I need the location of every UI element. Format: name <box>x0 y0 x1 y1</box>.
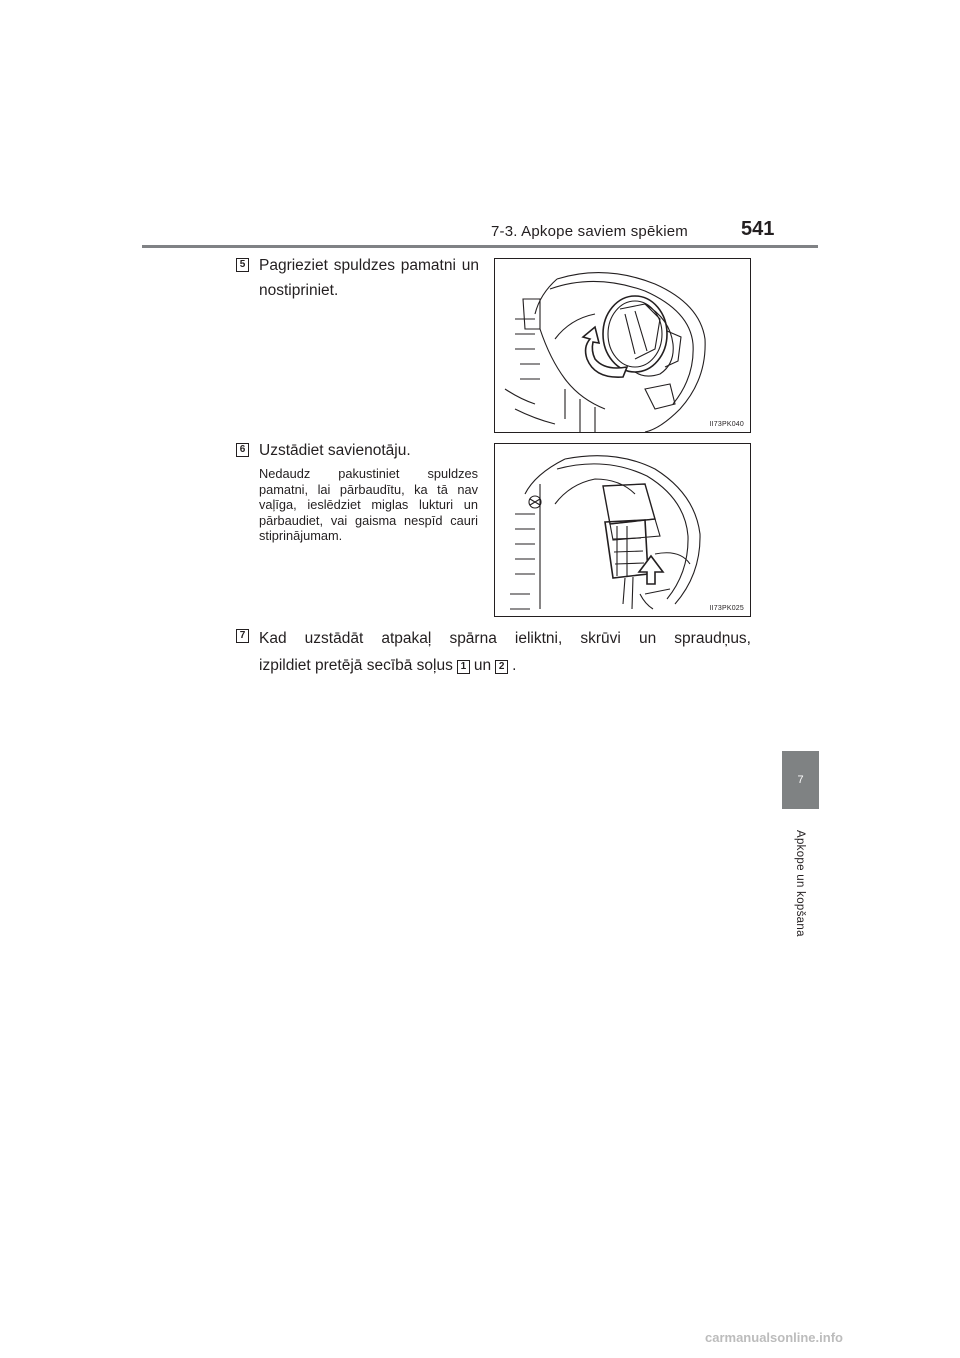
step-ref-2[interactable]: 2 <box>495 660 508 674</box>
step-7-text-line1: Kad uzstādāt atpakaļ spārna ieliktni, skrūvi un spraudņus, <box>259 630 751 647</box>
figure-bulb-base <box>494 258 751 433</box>
bulb-base-rotate-illustration <box>495 259 750 432</box>
step-ref-1[interactable]: 1 <box>457 660 470 674</box>
step-6-text: Uzstādiet savienotāju. <box>259 442 411 459</box>
step-7-text-line2 <box>259 653 516 678</box>
step-7-text-mid: un <box>473 657 492 674</box>
step-number-7: 7 <box>236 629 249 643</box>
chapter-label-text: Apkope un kopšana <box>794 829 806 937</box>
watermark: carmanualsonline.info <box>705 1330 843 1345</box>
chapter-label <box>740 818 860 948</box>
step-number-5: 5 <box>236 258 249 272</box>
section-title: 7-3. Apkope saviem spēkiem <box>491 223 688 240</box>
step-6-note: Nedaudz pakustiniet spuldzes pamatni, lai pārbaudītu, ka tā nav vaļīga, ieslēdziet miglas lukturi un pārbaudiet, vai gaisma nespīd cauri stiprinājumam. <box>259 466 478 543</box>
chapter-number: 7 <box>797 774 804 786</box>
step-number-6: 6 <box>236 443 249 457</box>
step-7-text-pre: izpildiet pretējā secībā soļus <box>259 657 453 674</box>
chapter-tab[interactable] <box>782 751 819 809</box>
step-5-text: Pagrieziet spuldzes pamatni un nostipriniet. <box>259 257 479 299</box>
step-7-text-post: . <box>512 657 517 674</box>
figure-code: II73PK040 <box>709 421 744 428</box>
page-number: 541 <box>741 218 775 240</box>
figure-code: II73PK025 <box>709 605 744 612</box>
figure-connector <box>494 443 751 617</box>
connector-install-illustration <box>495 444 750 616</box>
header-divider <box>142 245 818 248</box>
